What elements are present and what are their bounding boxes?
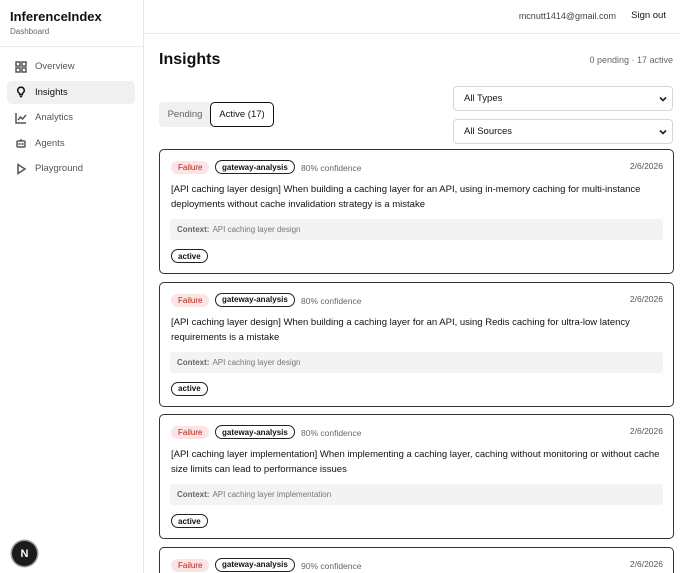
avatar[interactable]: N (12, 541, 37, 566)
chart-line-icon (15, 112, 27, 124)
app-title[interactable]: InferenceIndex (10, 9, 102, 24)
sidebar-item-label: Analytics (35, 112, 74, 123)
source-badge: gateway-analysis (215, 425, 295, 439)
type-badge: Failure (171, 294, 209, 307)
context-box (170, 352, 663, 373)
status-badge: active (171, 382, 208, 396)
tab-active[interactable]: Active (17) (210, 102, 274, 127)
sidebar-item-agents[interactable] (7, 132, 135, 155)
bot-icon (15, 137, 27, 149)
sidebar-item-label: Agents (35, 137, 65, 149)
confidence-text: 80% confidence (301, 295, 362, 306)
chevron-down-icon (659, 95, 667, 103)
status-badge: active (171, 514, 208, 528)
status-badge: active (171, 249, 208, 263)
context-label: Context: (177, 490, 210, 499)
tab-pending[interactable]: Pending (167, 109, 203, 120)
lightbulb-icon (15, 86, 27, 98)
app-subtitle: Dashboard (10, 27, 50, 36)
insight-text: [API caching layer design] When building a caching layer for an API, using Redis caching for ultra-low latency requirements is a mistake (171, 316, 630, 343)
sidebar-item-analytics[interactable] (7, 106, 135, 129)
context-label: Context: (177, 225, 210, 234)
context-value: API caching layer implementation (212, 490, 332, 499)
sidebar-nav (7, 55, 135, 183)
context-label: Context: (177, 357, 210, 367)
sidebar-item-label: Playground (35, 163, 84, 174)
sidebar-item-label: Insights (35, 86, 68, 98)
chevron-down-icon (659, 128, 667, 136)
insight-list (159, 149, 674, 573)
type-filter-value: All Types (464, 93, 503, 104)
sign-out-button[interactable]: Sign out (631, 10, 666, 21)
sidebar-item-overview[interactable] (7, 55, 135, 78)
context-value: API caching layer design (212, 357, 301, 367)
status-tabs (159, 102, 274, 127)
sidebar-item-playground[interactable] (7, 157, 135, 180)
insight-counts: 0 pending · 17 active (589, 55, 673, 65)
card-date: 2/6/2026 (629, 426, 663, 436)
confidence-text: 80% confidence (301, 163, 362, 173)
play-icon (15, 163, 27, 175)
type-badge: Failure (171, 559, 209, 572)
context-box (170, 484, 663, 505)
card-date: 2/6/2026 (629, 558, 663, 569)
sidebar-item-insights[interactable] (7, 81, 135, 104)
grid-icon (15, 61, 27, 73)
type-filter-select[interactable] (453, 86, 673, 111)
source-badge: gateway-analysis (215, 558, 295, 572)
brand (10, 9, 102, 36)
context-box (170, 219, 663, 240)
sidebar (0, 0, 144, 573)
confidence-text: 90% confidence (301, 560, 362, 571)
source-filter-select[interactable] (453, 119, 673, 144)
card-date: 2/6/2026 (629, 293, 663, 304)
insight-card[interactable] (159, 282, 674, 407)
user-email: mcnutt1414@gmail.com (518, 11, 616, 21)
insight-card[interactable] (159, 414, 674, 539)
top-bar (144, 0, 680, 34)
insight-text: [API caching layer design] When building a caching layer for an API, using in-memory caching for multi-instance deployments without cache invalidation strategy is a mistake (171, 184, 641, 210)
source-badge: gateway-analysis (215, 293, 295, 307)
insight-card[interactable] (159, 149, 674, 274)
type-badge: Failure (171, 161, 209, 174)
confidence-text: 80% confidence (301, 428, 362, 438)
source-filter-value: All Sources (464, 126, 513, 137)
context-value: API caching layer design (212, 225, 301, 234)
card-date: 2/6/2026 (629, 161, 663, 171)
sidebar-divider (0, 46, 143, 47)
source-badge: gateway-analysis (215, 160, 295, 174)
sidebar-item-label: Overview (35, 61, 75, 72)
type-badge: Failure (171, 426, 209, 439)
insight-card[interactable] (159, 547, 674, 573)
insight-text: [API caching layer implementation] When implementing a caching layer, caching without monitoring or without cache size limits can lead to performance issues (171, 449, 660, 475)
page-title: Insights (159, 51, 221, 68)
